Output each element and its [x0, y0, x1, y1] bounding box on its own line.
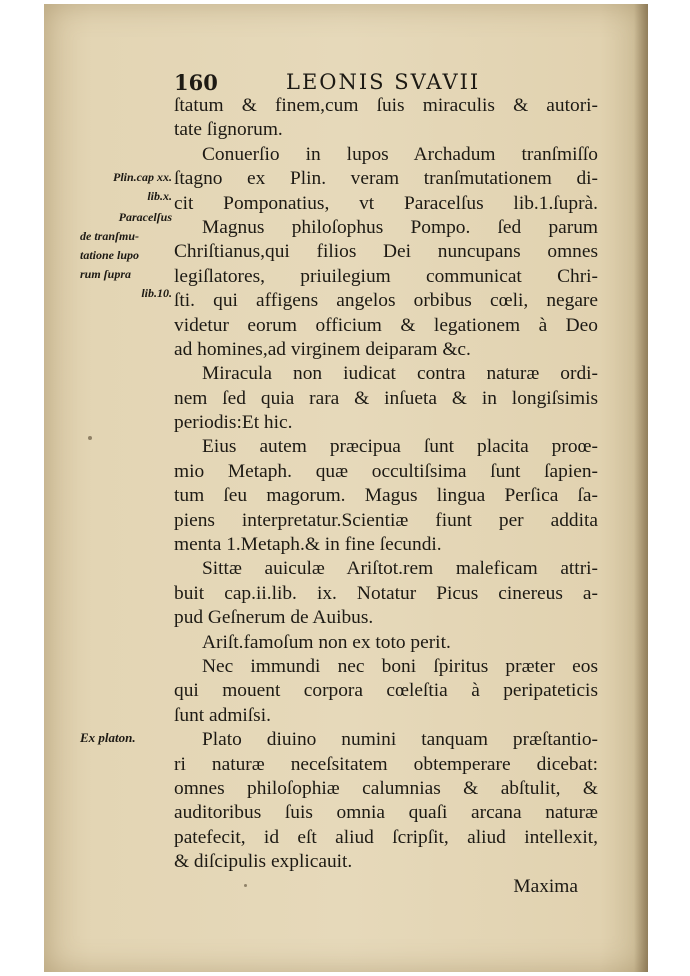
margin-note-line: lib.x. [147, 189, 172, 203]
margin-note-pliny [80, 168, 172, 206]
margin-note-plato [80, 728, 172, 747]
book-page [44, 4, 648, 972]
text-line: pud Geſnerum de Auibus. [174, 607, 374, 629]
text-line: Magnus philoſophus Pompo. ſed parum [202, 216, 598, 238]
text-line: & diſcipulis explicauit. [174, 851, 353, 873]
text-line: Eius autem præcipua ſunt placita proœ- [202, 436, 598, 458]
ink-speck [88, 436, 92, 440]
text-line: auditoribus ſuis omnia quaſi arcana naturæ [174, 802, 598, 824]
text-line: Chriſtianus,qui filios Dei nuncupans omnes [174, 241, 598, 263]
margin-note-line: rum ſupra [80, 267, 132, 281]
text-line: videtur eorum officium & legationem à Deo [174, 314, 598, 336]
text-line: legiſlatores, priuilegium communicat Chri- [174, 265, 598, 287]
margin-note-line: tatione lupo [80, 248, 140, 262]
binding-gutter [634, 4, 648, 972]
main-text [174, 94, 598, 899]
margin-note-line: Paracelſus [118, 210, 172, 224]
running-title: LEONIS SVAVII [286, 70, 481, 94]
text-line: Ariſt.famoſum non ex toto perit. [202, 631, 451, 653]
text-line: ri naturæ neceſsitatem obtemperare dicebat: [174, 753, 598, 775]
running-header [174, 70, 594, 94]
text-line: ſti. qui affigens angelos orbibus cœli, negare [174, 290, 598, 312]
text-line: periodis:Et hic. [174, 412, 293, 434]
text-line: Nec immundi nec boni ſpiritus præter eos [202, 655, 598, 677]
text-line: cit Pomponatius, vt Paracelſus lib.1.ſuprà. [174, 192, 598, 214]
text-line: tate ſignorum. [174, 119, 283, 141]
text-line: mio Metaph. quæ occultiſsima ſunt ſapien- [174, 460, 598, 482]
text-line: patefecit, id eſt aliud ſcripſit, aliud intellexit, [174, 826, 598, 848]
catchword: Maxima [513, 875, 578, 897]
text-line: nem ſed quia rara & inſueta & in longiſsimis [174, 387, 598, 409]
margin-note-line: Ex platon. [80, 730, 136, 745]
text-line: qui mouent corpora cœleſtia à peripateticis [174, 680, 598, 702]
text-line: ſtagno ex Plin. veram tranſmutationem di- [174, 168, 598, 190]
text-line: Miracula non iudicat contra naturæ ordi- [202, 363, 598, 385]
text-line: Conuerſio in lupos Archadum tranſmiſſo [202, 143, 598, 165]
page-number: 160 [174, 70, 218, 95]
margin-note-line: Plin.cap xx. [113, 170, 172, 184]
margin-note-line: lib.10. [141, 286, 172, 300]
text-line: ſtatum & finem,cum ſuis miraculis & autori- [174, 95, 598, 116]
text-line: ad homines,ad virginem deiparam &c. [174, 338, 471, 360]
text-line: Sittæ auiculæ Ariſtot.rem maleficam attri- [202, 558, 598, 580]
text-line: ſunt admiſsi. [174, 704, 271, 726]
text-line: piens interpretatur.Scientiæ fiunt per addita [174, 509, 598, 531]
text-line: tum ſeu magorum. Magus lingua Perſica ſa- [174, 485, 598, 507]
text-line: buit cap.ii.lib. ix. Notatur Picus cinereus a- [174, 582, 598, 604]
margin-note-paracelsus [80, 208, 172, 303]
text-line: omnes philoſophiæ calumnias & abſtulit, & [174, 777, 598, 799]
text-line: menta 1.Metaph.& in fine ſecundi. [174, 534, 442, 556]
text-line: Plato diuino numini tanquam præſtantio- [202, 729, 598, 751]
margin-note-line: de tranſmu- [80, 229, 140, 243]
